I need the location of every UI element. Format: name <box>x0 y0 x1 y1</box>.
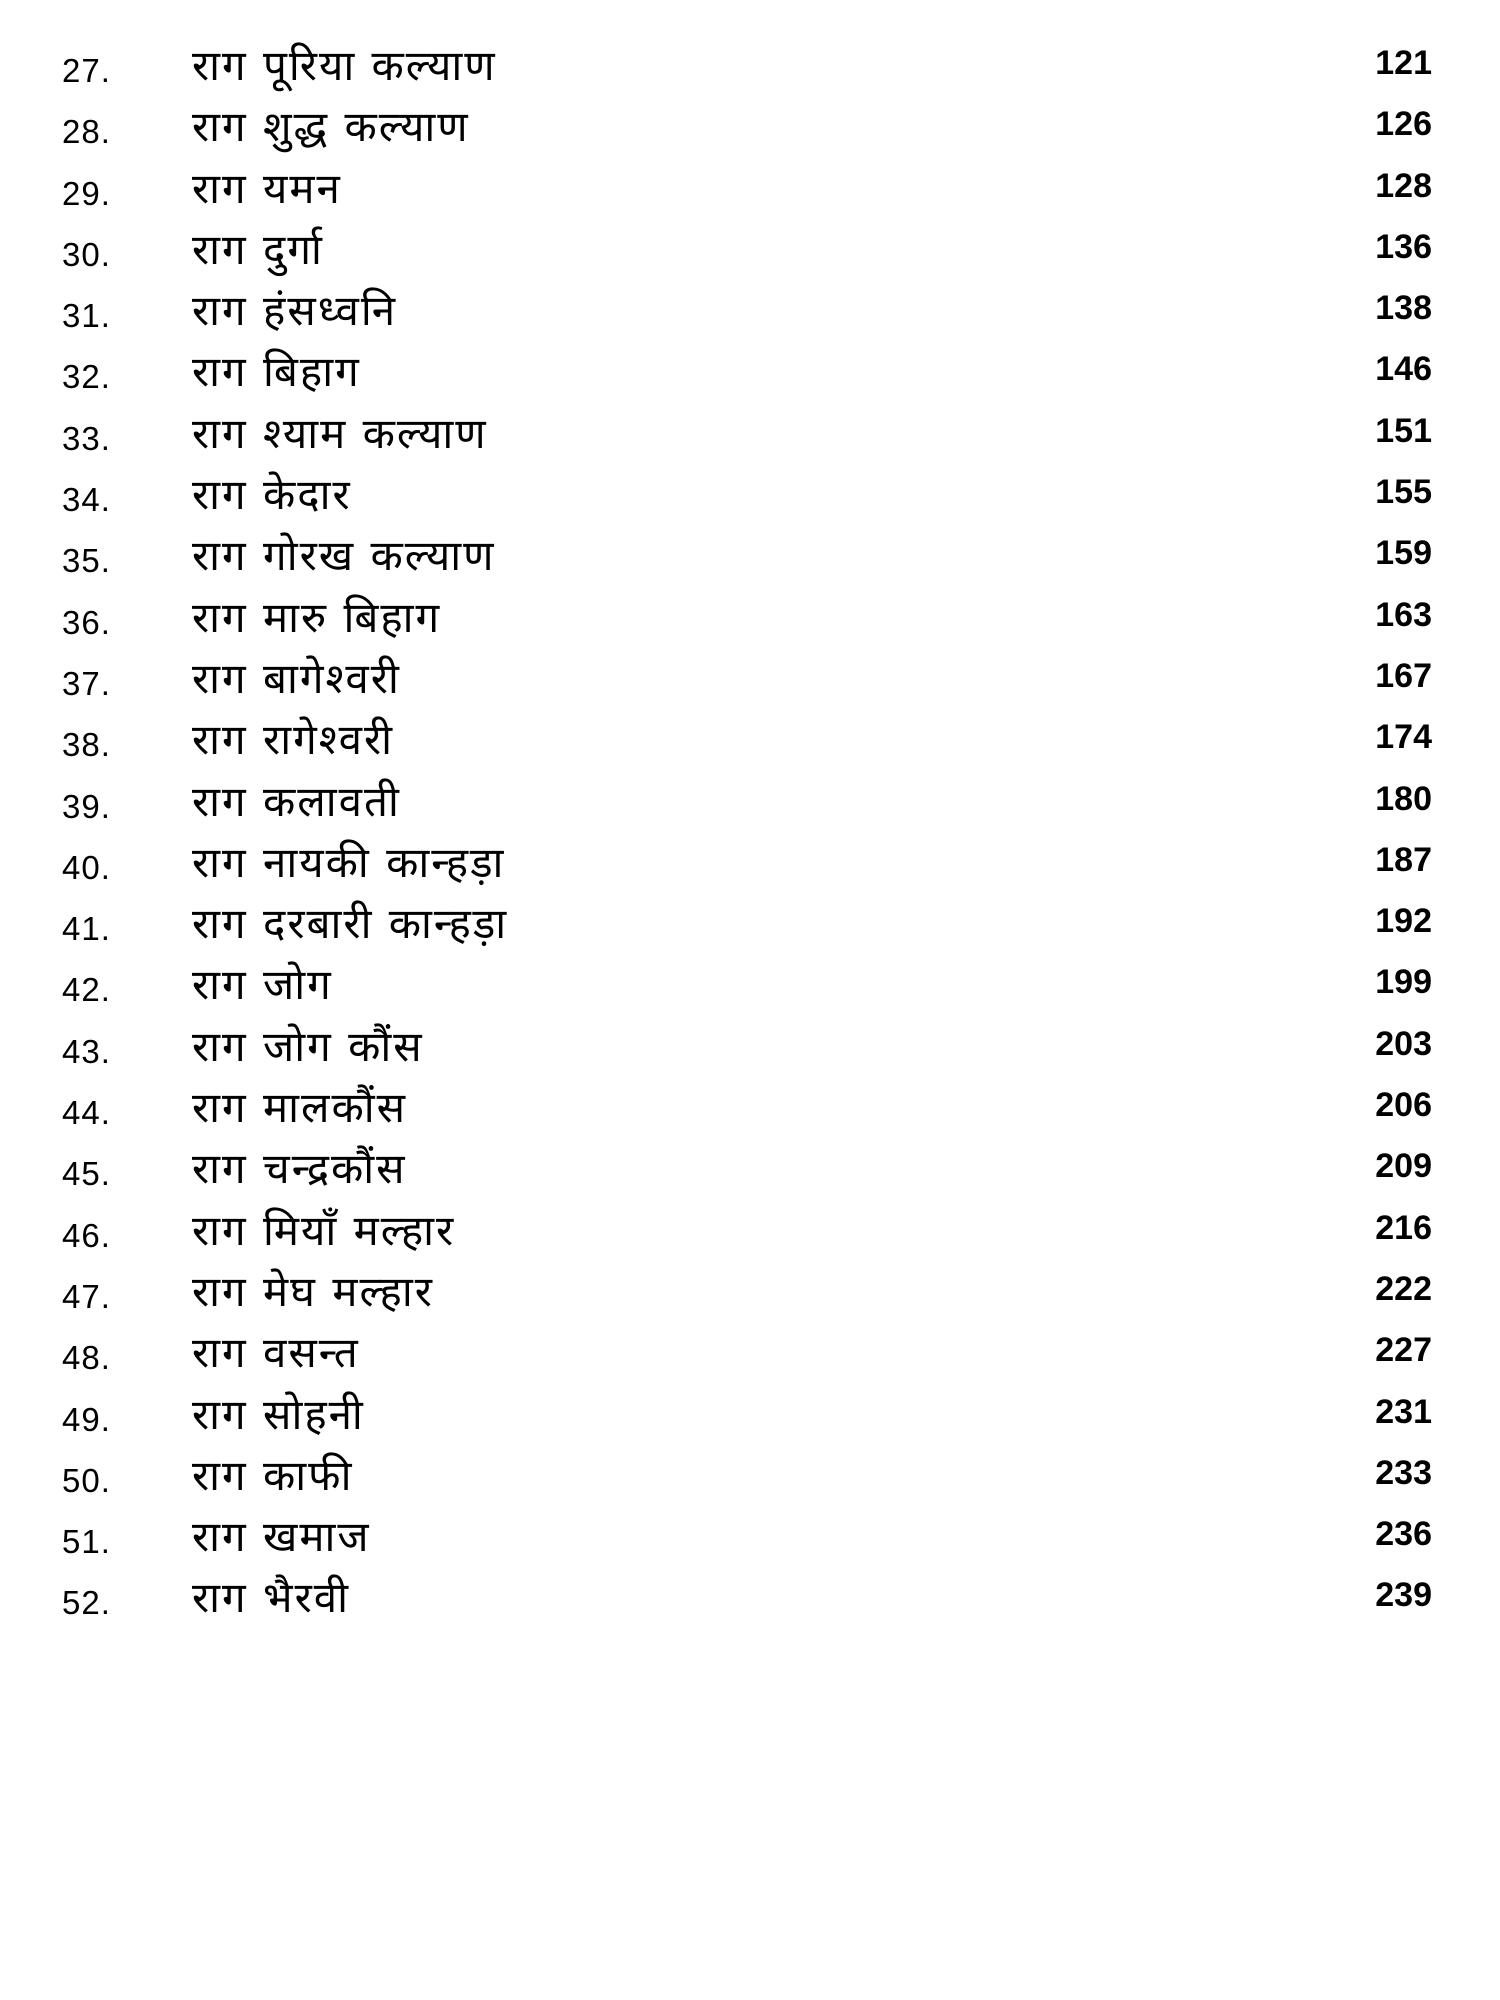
entry-title: राग काफी <box>192 1450 354 1500</box>
entry-title: राग भैरवी <box>192 1573 350 1623</box>
entry-page-number: 216 <box>1375 1208 1432 1247</box>
entry-title: राग पूरिया कल्याण <box>192 41 497 90</box>
entry-page-number: 146 <box>1375 350 1432 389</box>
toc-entry <box>0 220 1500 281</box>
entry-title: राग मालकौंस <box>192 1083 408 1133</box>
entry-title: राग वसन्त <box>192 1328 360 1378</box>
toc-entry <box>0 1568 1500 1629</box>
toc-entry <box>0 97 1500 158</box>
entry-title: राग कलावती <box>192 776 401 826</box>
entry-title: राग खमाज <box>192 1512 371 1562</box>
entry-title: राग मेघ मल्हार <box>192 1266 434 1316</box>
entry-page-number: 159 <box>1375 534 1432 573</box>
entry-number: 34. <box>62 481 111 519</box>
entry-number: 50. <box>62 1461 111 1499</box>
entry-title: राग रागेश्वरी <box>192 715 395 765</box>
toc-entry <box>0 1385 1500 1446</box>
toc-entry <box>0 894 1500 955</box>
entry-number: 43. <box>62 1032 111 1070</box>
entry-title: राग बिहाग <box>192 347 361 397</box>
toc-entry <box>0 1446 1500 1507</box>
toc-entry <box>0 342 1500 403</box>
entry-number: 51. <box>62 1523 111 1561</box>
entry-title: राग दरबारी कान्हड़ा <box>192 899 509 949</box>
entry-title: राग बागेश्वरी <box>192 653 401 703</box>
entry-page-number: 136 <box>1375 227 1432 266</box>
entry-title: राग दुर्गा <box>192 224 324 274</box>
entry-number: 52. <box>62 1584 111 1622</box>
entry-title: राग गोरख कल्याण <box>192 531 496 581</box>
toc-entry <box>0 588 1500 649</box>
toc-entry <box>0 465 1500 526</box>
entry-page-number: 174 <box>1375 718 1432 757</box>
entry-number: 44. <box>62 1094 111 1132</box>
entry-number: 40. <box>62 848 111 886</box>
entry-page-number: 222 <box>1375 1269 1432 1308</box>
entry-title: राग मियाँ मल्हार <box>192 1205 456 1255</box>
toc-entry <box>0 955 1500 1016</box>
entry-page-number: 126 <box>1375 105 1432 144</box>
toc-entry <box>0 404 1500 465</box>
entry-title: राग नायकी कान्हड़ा <box>192 837 506 887</box>
entry-page-number: 203 <box>1375 1024 1432 1063</box>
entry-number: 27. <box>62 52 111 89</box>
entry-page-number: 121 <box>1375 44 1432 82</box>
toc-entry <box>0 159 1500 220</box>
table-of-contents <box>0 36 1500 1630</box>
entry-page-number: 236 <box>1375 1515 1432 1554</box>
entry-number: 48. <box>62 1339 111 1377</box>
toc-entry <box>0 526 1500 587</box>
entry-page-number: 192 <box>1375 902 1432 941</box>
entry-title: राग जोग <box>192 960 333 1010</box>
entry-page-number: 155 <box>1375 473 1432 512</box>
entry-page-number: 199 <box>1375 963 1432 1002</box>
toc-entry <box>0 772 1500 833</box>
entry-title: राग मारु बिहाग <box>192 592 442 642</box>
entry-page-number: 151 <box>1375 411 1432 450</box>
entry-title: राग हंसध्वनि <box>192 286 398 336</box>
entry-page-number: 231 <box>1375 1392 1432 1431</box>
entry-number: 36. <box>62 603 111 641</box>
entry-number: 42. <box>62 971 111 1009</box>
entry-number: 46. <box>62 1216 111 1254</box>
entry-title: राग श्याम कल्याण <box>192 408 488 458</box>
entry-number: 28. <box>62 113 111 151</box>
entry-page-number: 167 <box>1375 656 1432 695</box>
toc-entry <box>0 1017 1500 1078</box>
entry-title: राग केदार <box>192 470 352 520</box>
entry-number: 38. <box>62 726 111 764</box>
toc-entry <box>0 649 1500 710</box>
entry-page-number: 206 <box>1375 1086 1432 1125</box>
entry-number: 31. <box>62 297 111 335</box>
entry-number: 41. <box>62 910 111 948</box>
toc-entry <box>0 1507 1500 1568</box>
entry-page-number: 180 <box>1375 779 1432 818</box>
entry-page-number: 128 <box>1375 166 1432 205</box>
entry-title: राग चन्द्रकौंस <box>192 1144 407 1194</box>
toc-entry <box>0 710 1500 771</box>
toc-entry <box>0 1323 1500 1384</box>
entry-number: 29. <box>62 174 111 212</box>
entry-number: 39. <box>62 787 111 825</box>
entry-number: 49. <box>62 1400 111 1438</box>
entry-page-number: 163 <box>1375 595 1432 634</box>
entry-number: 37. <box>62 664 111 702</box>
toc-entry <box>0 1201 1500 1262</box>
entry-number: 32. <box>62 358 111 396</box>
entry-title: राग जोग कौंस <box>192 1021 424 1071</box>
toc-entry <box>0 833 1500 894</box>
entry-page-number: 209 <box>1375 1147 1432 1186</box>
toc-entry <box>0 1139 1500 1200</box>
entry-page-number: 239 <box>1375 1576 1432 1615</box>
entry-number: 35. <box>62 542 111 580</box>
entry-number: 33. <box>62 419 111 457</box>
entry-title: राग यमन <box>192 163 342 213</box>
entry-title: राग सोहनी <box>192 1389 365 1439</box>
entry-page-number: 233 <box>1375 1453 1432 1492</box>
entry-page-number: 187 <box>1375 840 1432 879</box>
toc-entry <box>0 281 1500 342</box>
entry-number: 30. <box>62 235 111 273</box>
entry-page-number: 138 <box>1375 289 1432 328</box>
entry-number: 47. <box>62 1277 111 1315</box>
entry-page-number: 227 <box>1375 1331 1432 1370</box>
entry-title: राग शुद्ध कल्याण <box>192 102 470 152</box>
toc-entry <box>0 1262 1500 1323</box>
toc-entry <box>0 1078 1500 1139</box>
entry-number: 45. <box>62 1155 111 1193</box>
toc-entry <box>0 36 1500 97</box>
